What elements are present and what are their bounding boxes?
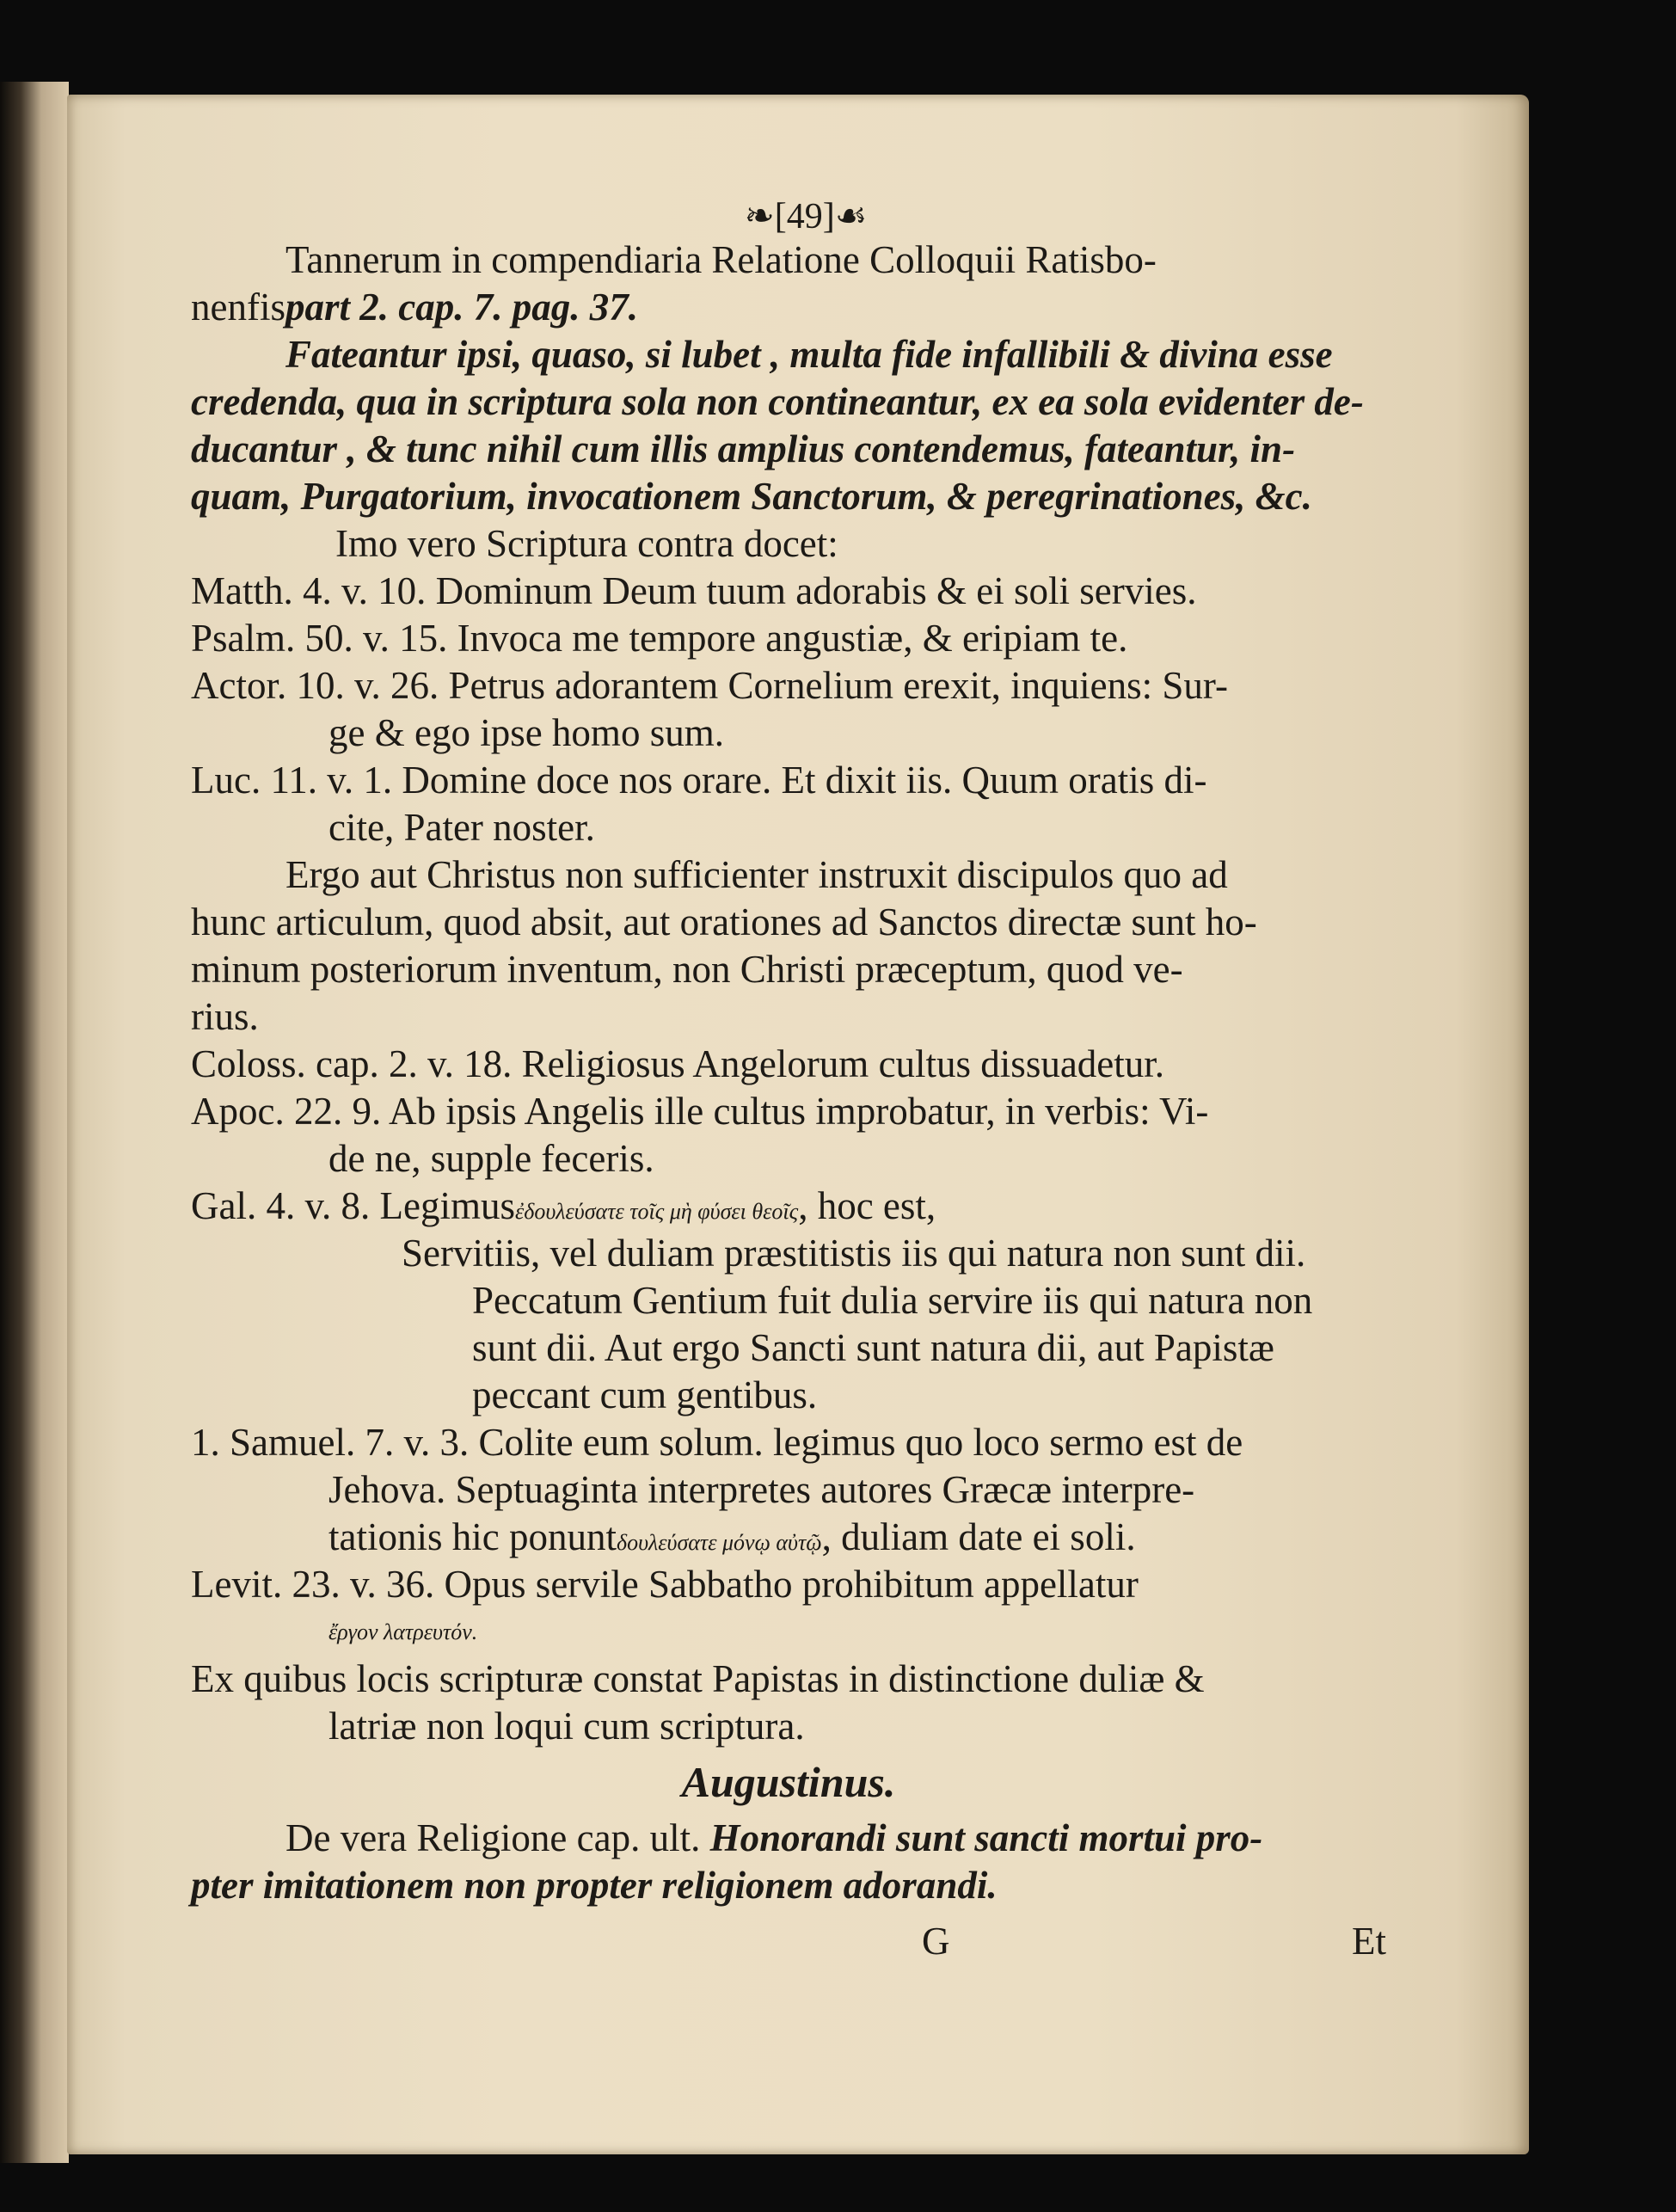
text-line-26: 1. Samuel. 7. v. 3. Colite eum solum. legimus quo loco sermo est de	[191, 1421, 1243, 1464]
text-line-1: Tannerum in compendiaria Relatione Colloquii Ratisbo-	[285, 238, 1157, 281]
text-line-3: Fateantur ipsi, quaso, si lubet , multa fide infallibili & divina esse	[285, 333, 1333, 376]
left-page-edge	[0, 82, 69, 2163]
text-line-28: tationis hic ponuntδουλεύσατε μόνῳ αὐτῷ, duliam date ei soli.	[328, 1515, 1136, 1558]
page-number: [49]	[774, 197, 835, 237]
text-line-6: quam, Purgatorium, invocationem Sanctorum, & peregrinationes, &c.	[191, 475, 1312, 518]
text-line-17: rius.	[191, 995, 259, 1038]
text-line-13: cite, Pater noster.	[328, 806, 595, 849]
text-line-11: ge & ego ipse homo sum.	[328, 711, 724, 754]
text-line-5: ducantur , & tunc nihil cum illis amplius contendemus, fateantur, in-	[191, 427, 1296, 470]
signature-mark: G	[922, 1920, 950, 1963]
text-line-12: Luc. 11. v. 1. Domine doce nos orare. Et dixit iis. Quum oratis di-	[191, 759, 1207, 802]
text-line-18: Coloss. cap. 2. v. 18. Religiosus Angelorum cultus dissuadetur.	[191, 1042, 1165, 1085]
text-line-20: de ne, supple feceris.	[328, 1137, 654, 1180]
page-footer	[191, 1918, 1386, 1965]
text-line-14: Ergo aut Christus non sufficienter instruxit discipulos quo ad	[285, 853, 1228, 896]
text-line-29: Levit. 23. v. 36. Opus servile Sabbatho prohibitum appellatur	[191, 1563, 1139, 1606]
text-line-4: credenda, qua in scriptura sola non contineantur, ex ea sola evidenter de-	[191, 380, 1364, 423]
text-block	[191, 194, 1386, 1965]
ornament-left: ❧	[744, 197, 775, 237]
text-line-16: minum posteriorum inventum, non Christi præceptum, quod ve-	[191, 948, 1183, 991]
text-line-30-greek: ἔργον λατρευτόν.	[328, 1619, 478, 1644]
section-heading-augustinus: Augustinus.	[681, 1758, 896, 1806]
catchword: Et	[1352, 1920, 1386, 1963]
page-number-header	[191, 194, 1386, 237]
text-line-34: pter imitationem non propter religionem adorandi.	[191, 1864, 998, 1907]
greek-text: ἐδουλεύσατε τοῖς μὴ φύσει θεοῖς	[515, 1199, 799, 1224]
ornament-right: ☙	[834, 197, 868, 237]
text-line-22: Servitiis, vel duliam præstitistis iis qui natura non sunt dii.	[402, 1232, 1306, 1275]
text-line-8: Matth. 4. v. 10. Dominum Deum tuum adorabis & ei soli servies.	[191, 569, 1197, 612]
text-line-15: hunc articulum, quod absit, aut orationes ad Sanctos directæ sunt ho-	[191, 900, 1257, 943]
text-line-10: Actor. 10. v. 26. Petrus adorantem Cornelium erexit, inquiens: Sur-	[191, 664, 1228, 707]
text-line-24: sunt dii. Aut ergo Sancti sunt natura dii, aut Papistæ	[472, 1326, 1274, 1369]
text-line-21: Gal. 4. v. 8. Legimusἐδουλεύσατε τοῖς μὴ φύσει θεοῖς, hoc est,	[191, 1184, 936, 1227]
text-line-33: De vera Religione cap. ult. Honorandi sunt sancti mortui pro-	[285, 1816, 1263, 1859]
text-line-23: Peccatum Gentium fuit dulia servire iis qui natura non	[472, 1279, 1313, 1322]
text-line-31: Ex quibus locis scripturæ constat Papistas in distinctione duliæ &	[191, 1657, 1205, 1700]
greek-text: δουλεύσατε μόνῳ αὐτῷ	[616, 1530, 822, 1555]
text-line-2: nenfispart 2. cap. 7. pag. 37.	[191, 286, 638, 329]
text-line-27: Jehova. Septuaginta interpretes autores Græcæ interpre-	[328, 1468, 1195, 1511]
text-line-19: Apoc. 22. 9. Ab ipsis Angelis ille cultus improbatur, in verbis: Vi-	[191, 1090, 1209, 1133]
text-line-7: Imo vero Scriptura contra docet:	[335, 522, 838, 565]
text-line-25: peccant cum gentibus.	[472, 1373, 818, 1416]
text-line-9: Psalm. 50. v. 15. Invoca me tempore angustiæ, & eripiam te.	[191, 617, 1128, 660]
text-line-32: latriæ non loqui cum scriptura.	[328, 1705, 805, 1748]
